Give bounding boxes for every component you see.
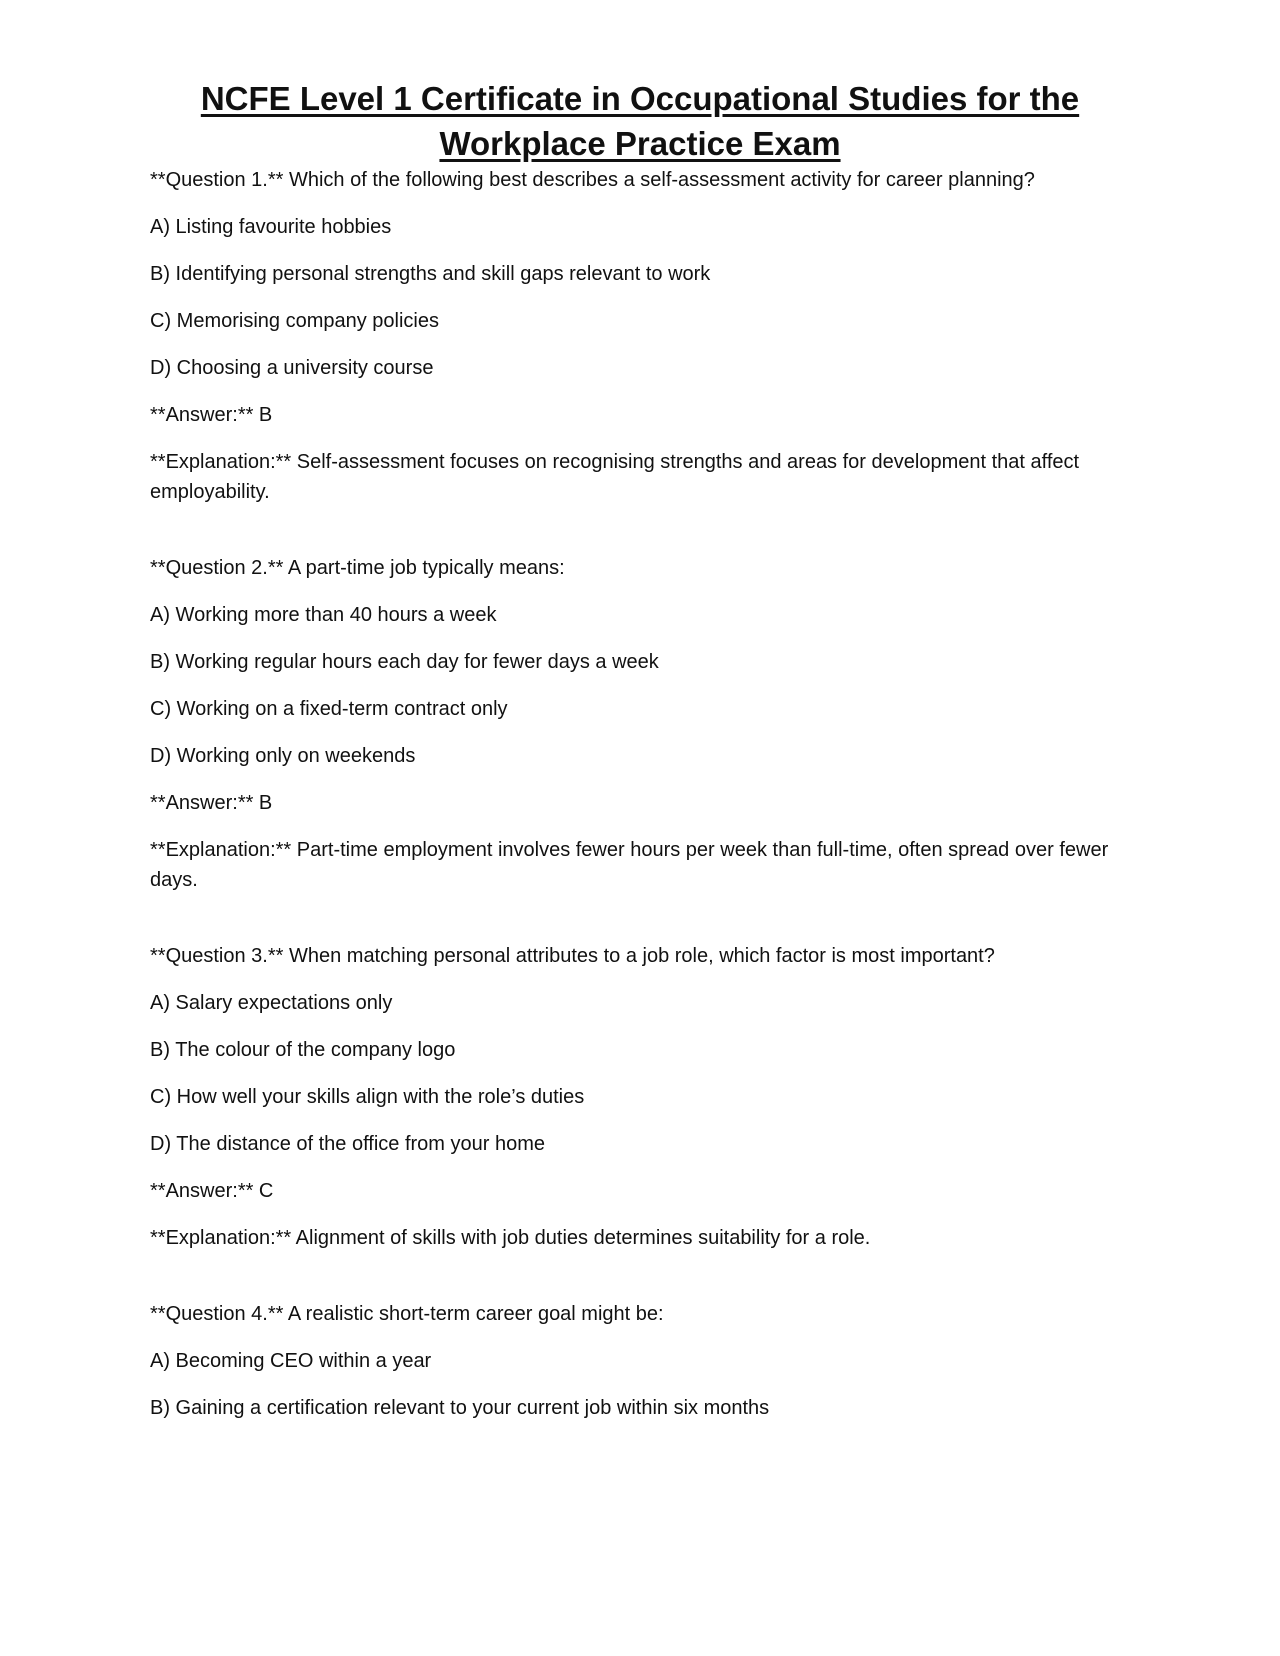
question-text: **Question 2.** A part-time job typically means: <box>150 557 565 579</box>
explanation-text: **Explanation:** Part-time employment involves fewer hours per week than full-time, often spread over fewer days. <box>150 839 1109 891</box>
answer-text: **Answer:** C <box>150 1180 274 1202</box>
option-d: D) The distance of the office from your home <box>150 1133 546 1155</box>
option-b: B) Gaining a certification relevant to your current job within six months <box>150 1397 770 1419</box>
question-text: **Question 3.** When matching personal attributes to a job role, which factor is most important? <box>150 945 995 967</box>
question-text: **Question 4.** A realistic short-term career goal might be: <box>150 1303 664 1325</box>
explanation-text: **Explanation:** Self-assessment focuses on recognising strengths and areas for development that affect employability. <box>150 451 1080 503</box>
question-block-4 <box>150 1299 1110 1423</box>
option-d: D) Working only on weekends <box>150 745 416 767</box>
document-title: NCFE Level 1 Certificate in Occupational Studies for the Workplace Practice Exam <box>200 80 1080 162</box>
question-block-2 <box>150 553 1110 895</box>
option-a: A) Becoming CEO within a year <box>150 1350 432 1372</box>
option-a: A) Listing favourite hobbies <box>150 216 392 238</box>
option-a: A) Salary expectations only <box>150 992 393 1014</box>
question-text: **Question 1.** Which of the following best describes a self-assessment activity for career planning? <box>150 169 1035 191</box>
option-a: A) Working more than 40 hours a week <box>150 604 497 626</box>
question-block-1 <box>150 165 1110 507</box>
option-b: B) Identifying personal strengths and skill gaps relevant to work <box>150 263 711 285</box>
option-c: C) Memorising company policies <box>150 310 439 332</box>
question-block-3 <box>150 941 1110 1253</box>
option-c: C) Working on a fixed-term contract only <box>150 698 508 720</box>
explanation-text: **Explanation:** Alignment of skills with job duties determines suitability for a role. <box>150 1227 871 1249</box>
option-b: B) Working regular hours each day for fewer days a week <box>150 651 659 673</box>
option-b: B) The colour of the company logo <box>150 1039 456 1061</box>
answer-text: **Answer:** B <box>150 404 273 426</box>
option-c: C) How well your skills align with the role’s duties <box>150 1086 585 1108</box>
option-d: D) Choosing a university course <box>150 357 434 379</box>
answer-text: **Answer:** B <box>150 792 273 814</box>
document-body <box>150 165 1110 1469</box>
